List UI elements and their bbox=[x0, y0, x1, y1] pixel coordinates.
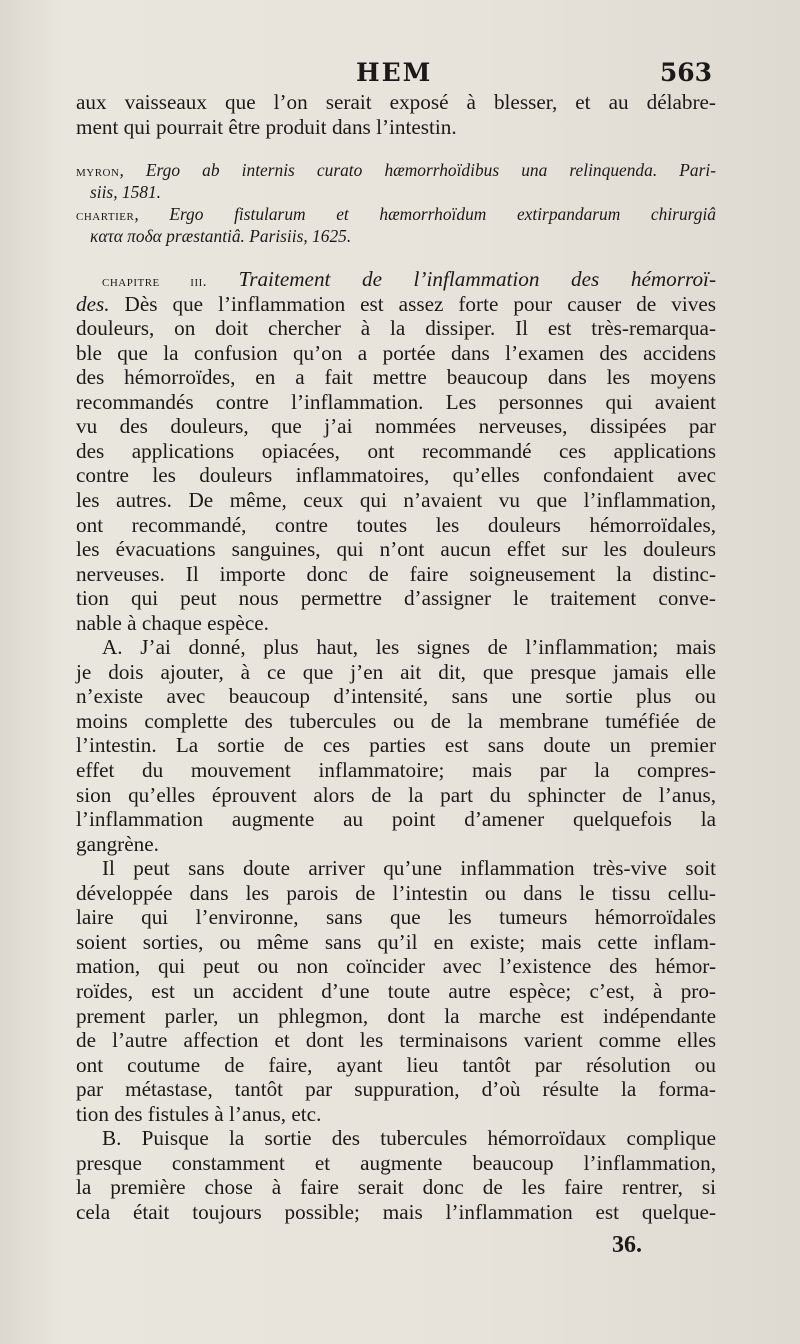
text-line: des. Dès que l’inflammation est assez forte pour causer de vives bbox=[76, 291, 716, 316]
text-line: de l’autre affection et dont les terminaisons varient comme elles bbox=[76, 1028, 716, 1053]
text-line: cela était toujours possible; mais l’inflammation est quelque- bbox=[76, 1199, 716, 1224]
paragraph-c bbox=[76, 1126, 716, 1224]
reference-title: , Ergo ab internis curato hæmorrhoïdibus una relinquenda. Pari- bbox=[119, 160, 716, 181]
reference-entry bbox=[76, 203, 716, 225]
text-line: les autres. De même, ceux qui n’avaient vu que l’inflammation, bbox=[76, 488, 716, 513]
text-line: vu des douleurs, que j’ai nommées nerveuses, dissipées par bbox=[76, 414, 716, 439]
reference-author: chartier bbox=[76, 208, 135, 225]
bibliography bbox=[76, 159, 716, 247]
text-line: effet du mouvement inflammatoire; mais par la compres- bbox=[76, 758, 716, 783]
text-line: recommandés contre l’inflammation. Les personnes qui avaient bbox=[76, 389, 716, 414]
text-line: ont recommandé, contre toutes les douleurs hémorroïdales, bbox=[76, 512, 716, 537]
chapter-title-end: des. bbox=[76, 291, 110, 316]
text-line: l’intestin. La sortie de ces parties est sans doute un premier bbox=[76, 733, 716, 758]
chapter-heading-line bbox=[76, 267, 716, 292]
page-header bbox=[0, 58, 800, 92]
running-head: HEM bbox=[356, 58, 433, 87]
text-line: presque constamment et augmente beaucoup l’inflammation, bbox=[76, 1150, 716, 1175]
text-line: nerveuses. Il importe donc de faire soigneusement la distinc- bbox=[76, 561, 716, 586]
text-line: l’inflammation augmente au point d’amener quelquefois la bbox=[76, 807, 716, 832]
text-line: n’existe avec beaucoup d’intensité, sans une sortie plus ou bbox=[76, 684, 716, 709]
text-line: des hémorroïdes, en a fait mettre beaucoup dans les moyens bbox=[76, 365, 716, 390]
reference-continuation: κατα ποδα præstantiâ. Parisiis, 1625. bbox=[90, 226, 352, 247]
text-line: roïdes, est un accident d’une toute autre espèce; c’est, à pro- bbox=[76, 978, 716, 1003]
text-line: tion des fistules à l’anus, etc. bbox=[76, 1101, 322, 1126]
chapter-title: Traitement de l’inflammation des hémorroï- bbox=[238, 267, 716, 292]
paragraph-a bbox=[76, 635, 716, 856]
text-line: développée dans les parois de l’intestin ou dans le tissu cellu- bbox=[76, 880, 716, 905]
page-number: 563 bbox=[659, 58, 712, 87]
text-line: moins complette des tubercules ou de la membrane tuméfiée de bbox=[76, 708, 716, 733]
text-line: par métastase, tantôt par suppuration, d’où résulte la forma- bbox=[76, 1077, 716, 1102]
page-body bbox=[76, 90, 716, 1224]
text-line: ont coutume de faire, ayant lieu tantôt par résolution ou bbox=[76, 1052, 716, 1077]
text-line: ment qui pourrait être produit dans l’intestin. bbox=[76, 114, 457, 139]
text-line: contre les douleurs inflammatoires, qu’elles confondaient avec bbox=[76, 463, 716, 488]
text-line: douleurs, on doit chercher à la dissiper. Il est très-remarqua- bbox=[76, 316, 716, 341]
text-line: aux vaisseaux que l’on serait exposé à blesser, et au délabre- bbox=[76, 90, 716, 114]
reference-title: , Ergo fistularum et hæmorrhoïdum extirpandarum chirurgiâ bbox=[134, 204, 716, 225]
text-line: la première chose à faire serait donc de les faire rentrer, si bbox=[76, 1175, 716, 1200]
text-line: sion qu’elles éprouvent alors de la part du sphincter de l’anus, bbox=[76, 782, 716, 807]
paragraph-b bbox=[76, 856, 716, 1126]
text-line: laire qui l’environne, sans que les tumeurs hémorroïdales bbox=[76, 905, 716, 930]
chapter-label: chapitre iii. bbox=[102, 274, 208, 291]
text-line: ble que la confusion qu’on a portée dans l’examen des accidens bbox=[76, 340, 716, 365]
text-line: je dois ajouter, à ce que j’en ait dit, que presque jamais elle bbox=[76, 659, 716, 684]
text-line: B. Puisque la sortie des tubercules hémorroïdaux complique bbox=[102, 1126, 716, 1151]
text-line: gangrène. bbox=[76, 831, 159, 856]
reference-entry bbox=[76, 159, 716, 181]
signature-mark: 36. bbox=[612, 1232, 642, 1258]
text-line: tion qui peut nous permettre d’assigner le traitement conve- bbox=[76, 586, 716, 611]
text-line: Il peut sans doute arriver qu’une inflammation très-vive soit bbox=[102, 856, 716, 881]
text-line: les évacuations sanguines, qui n’ont aucun effet sur les douleurs bbox=[76, 537, 716, 562]
text-line: soient sorties, ou même sans qu’il en existe; mais cette inflam- bbox=[76, 929, 716, 954]
text-line: nable à chaque espèce. bbox=[76, 610, 269, 635]
text-line: A. J’ai donné, plus haut, les signes de l’inflammation; mais bbox=[102, 635, 716, 660]
reference-continuation: siis, 1581. bbox=[90, 182, 162, 203]
text-line: mation, qui peut ou non coïncider avec l’existence des hémor- bbox=[76, 954, 716, 979]
text-line: prement parler, un phlegmon, dont la marche est indépendante bbox=[76, 1003, 716, 1028]
text-line: des applications opiacées, ont recommandé ces applications bbox=[76, 438, 716, 463]
reference-author: myron bbox=[76, 164, 120, 181]
chapter-section bbox=[76, 267, 716, 635]
